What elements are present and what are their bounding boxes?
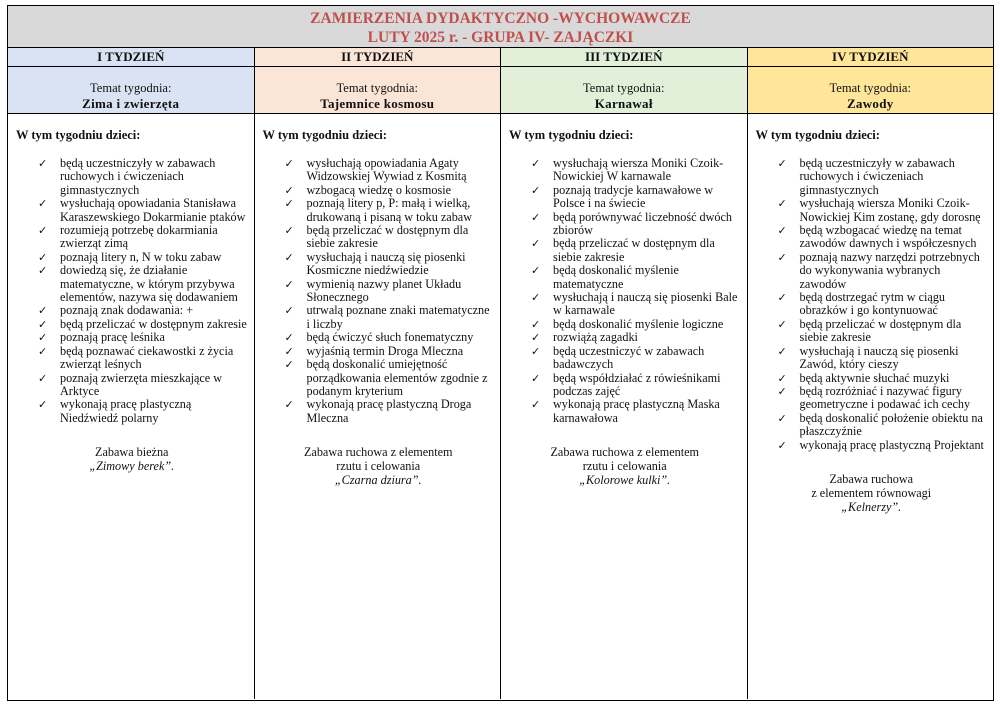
week-label: II TYDZIEŃ [255,48,501,67]
goal-item: ✓ będą doskonalić myślenie logiczne [531,318,741,331]
goal-item: ✓ wysłuchają opowiadania Stanisława Karaszewskiego Dokarmianie ptaków [38,197,248,224]
theme-label: Temat tygodnia: [336,81,418,95]
week-label: I TYDZIEŃ [8,48,254,67]
goal-item: ✓ rozwiążą zagadki [531,331,741,344]
week-header [255,48,501,114]
week-column-1 [8,48,255,699]
goal-item: ✓ będą doskonalić umiejętność porządkowania elementów zgodnie z podanym kryterium [285,358,495,398]
week-label: III TYDZIEŃ [501,48,747,67]
theme-name: Karnawał [594,96,653,111]
goal-item: ✓ będą doskonalić położenie obiektu na płaszczyźnie [778,412,988,439]
intro-text: W tym tygodniu dzieci: [509,128,634,142]
game-name: „Zimowy berek”. [89,459,175,474]
game-line-2: rzutu i celowania [336,459,421,474]
title-line-2: LUTY 2025 r. - GRUPA IV- ZAJĄCZKI [367,29,634,46]
week-label: IV TYDZIEŃ [748,48,994,67]
week-columns [8,48,993,699]
goal-item: ✓ poznają litery n, N w toku zabaw [38,251,248,264]
goal-item: ✓ będą przeliczać w dostępnym dla siebie zakresie [531,237,741,264]
goal-item: ✓ będą przeliczać w dostępnym dla siebie zakresie [778,318,988,345]
theme-label: Temat tygodnia: [583,81,665,95]
game-line-1: Zabawa ruchowa [829,471,914,486]
goal-item: ✓ wysłuchają opowiadania Agaty Widzowskiej Wywiad z Kosmitą [285,157,495,184]
goal-item: ✓ będą porównywać liczebność dwóch zbiorów [531,211,741,238]
game-line-1: Zabawa bieżna [95,445,169,460]
goal-item: ✓ wysłuchają i nauczą się piosenki Bale w karnawale [531,291,741,318]
goal-item: ✓ wyjaśnią termin Droga Mleczna [285,345,495,358]
goal-item: ✓ poznają zwierzęta mieszkające w Arktyce [38,372,248,399]
goal-item: ✓ będą dostrzegać rytm w ciągu obrazków i go kontynuować [778,291,988,318]
goal-item: ✓ będą wzbogacać wiedzę na temat zawodów dawnych i współczesnych [778,224,988,251]
goal-list [263,157,495,425]
goal-item: ✓ będą rozróżniać i nazywać figury geometryczne i podawać ich cechy [778,385,988,412]
goal-item: ✓ wysłuchają wiersza Moniki Czoik-Nowickiej Kim zostanę, gdy dorosnę [778,197,988,224]
week-body [8,114,254,699]
goal-item: ✓ będą aktywnie słuchać muzyki [778,372,988,385]
goal-item: ✓ poznają nazwy narzędzi potrzebnych do wykonywania wybranych zawodów [778,251,988,291]
game-line-2: rzutu i celowania [582,459,667,474]
theme-name: Zima i zwierzęta [82,96,180,111]
goal-list [756,157,988,452]
goal-item: ✓ wysłuchają i nauczą się piosenki Zawód, który cieszy [778,345,988,372]
week-column-2 [255,48,502,699]
goal-item: ✓ będą ćwiczyć słuch fonematyczny [285,331,495,344]
theme-label: Temat tygodnia: [829,81,911,95]
plan-title [8,6,993,48]
goal-item: ✓ będą poznawać ciekawostki z życia zwierząt leśnych [38,345,248,372]
goal-item: ✓ wykonają pracę plastyczną Projektant [778,439,988,452]
week-body [748,114,994,699]
goal-item: ✓ wzbogacą wiedzę o kosmosie [285,184,495,197]
theme-name: Tajemnice kosmosu [320,96,435,111]
game-block [263,445,495,487]
goal-item: ✓ będą przeliczać w dostępnym dla siebie zakresie [285,224,495,251]
game-block [16,445,248,473]
goal-item: ✓ utrwalą poznane znaki matematyczne i liczby [285,304,495,331]
game-line-2: z elementem równowagi [811,485,932,500]
goal-item: ✓ będą przeliczać w dostępnym zakresie [38,318,248,331]
goal-item: ✓ wykonają pracę plastyczną Droga Mleczna [285,398,495,425]
game-line-1: Zabawa ruchowa z elementem [550,445,700,460]
goal-item: ✓ będą uczestniczyć w zabawach badawczych [531,345,741,372]
game-line-1: Zabawa ruchowa z elementem [303,445,453,460]
goal-item: ✓ wysłuchają wiersza Moniki Czoik-Nowickiej W karnawale [531,157,741,184]
goal-item: ✓ poznają litery p, P: małą i wielką, drukowaną i pisaną w toku zabaw [285,197,495,224]
goal-item: ✓ wysłuchają i nauczą się piosenki Kosmiczne niedźwiedzie [285,251,495,278]
week-column-3 [501,48,748,699]
goal-item: ✓ będą współdziałać z rówieśnikami podczas zajęć [531,372,741,399]
goal-item: ✓ będą doskonalić myślenie matematyczne [531,264,741,291]
title-line-1: ZAMIERZENIA DYDAKTYCZNO -WYCHOWAWCZE [310,10,691,27]
week-body [255,114,501,699]
goal-item: ✓ wykonają pracę plastyczną Niedźwiedź polarny [38,398,248,425]
week-header [8,48,254,114]
goal-item: ✓ dowiedzą się, że działanie matematyczne, w którym przybywa elementów, nazywa się dodawaniem [38,264,248,304]
intro-text: W tym tygodniu dzieci: [16,128,141,142]
plan-table [7,5,994,701]
week-column-4 [748,48,994,699]
goal-item: ✓ wymienią nazwy planet Układu Słonecznego [285,278,495,305]
game-block [756,472,988,514]
goal-list [16,157,248,425]
week-header [501,48,747,114]
goal-list [509,157,741,425]
game-name: „Czarna dziura”. [334,473,422,488]
goal-item: ✓ poznają znak dodawania: + [38,304,248,317]
game-block [509,445,741,487]
goal-item: ✓ wykonają pracę plastyczną Maska karnawałowa [531,398,741,425]
theme-name: Zawody [846,96,894,111]
goal-item: ✓ rozumieją potrzebę dokarmiania zwierząt zimą [38,224,248,251]
intro-text: W tym tygodniu dzieci: [262,128,387,142]
week-body [501,114,747,699]
goal-item: ✓ będą uczestniczyły w zabawach ruchowych i ćwiczeniach gimnastycznych [38,157,248,197]
intro-text: W tym tygodniu dzieci: [755,128,880,142]
week-header [748,48,994,114]
theme-label: Temat tygodnia: [90,81,172,95]
goal-item: ✓ będą uczestniczyły w zabawach ruchowych i ćwiczeniach gimnastycznych [778,157,988,197]
game-name: „Kolorowe kulki”. [579,473,671,488]
goal-item: ✓ poznają pracę leśnika [38,331,248,344]
game-name: „Kelnerzy”. [841,499,902,514]
goal-item: ✓ poznają tradycje karnawałowe w Polsce i na świecie [531,184,741,211]
